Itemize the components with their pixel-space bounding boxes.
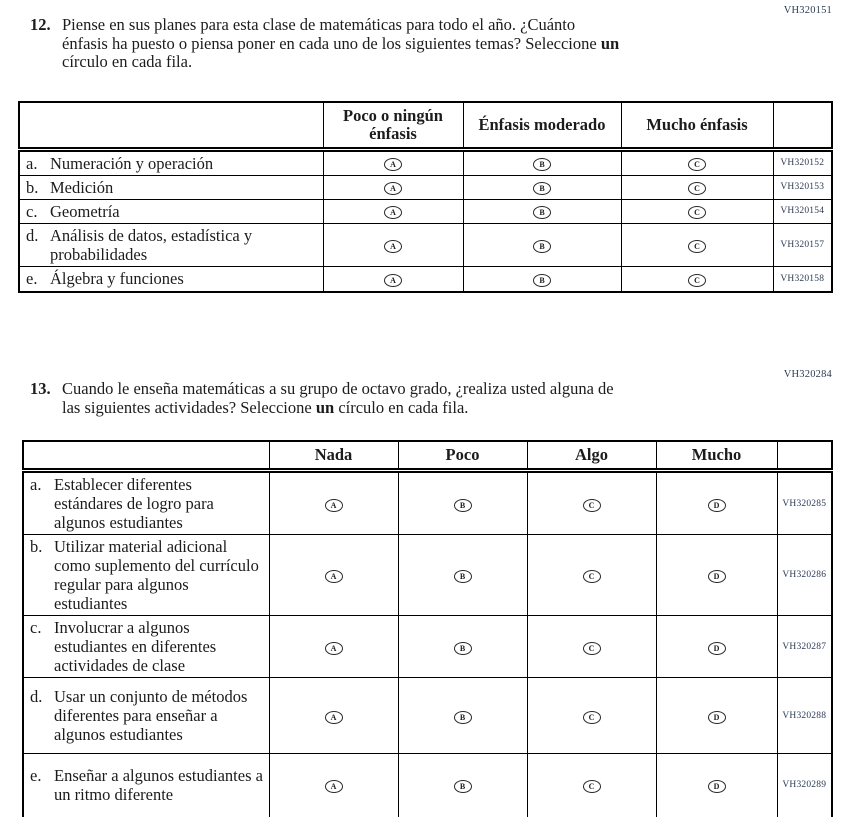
q13-row-a-letter: a. bbox=[30, 475, 42, 494]
q13-row-b-bubble-B[interactable]: B bbox=[454, 570, 472, 583]
q12-row-e-letter: e. bbox=[26, 269, 38, 289]
q12-row-c-letter: c. bbox=[26, 201, 38, 221]
q13-row-d-bubble-D[interactable]: D bbox=[708, 711, 726, 724]
q13-row-c-label: Involucrar a algunos estudiantes en diferentes actividades de clase bbox=[54, 618, 217, 675]
question-13-line2-tail: círculo en cada fila. bbox=[334, 397, 469, 417]
q12-header-code-col bbox=[773, 102, 832, 150]
q13-row-d-code: VH320288 bbox=[777, 678, 832, 754]
q13-row-d-bubble-C[interactable]: C bbox=[583, 711, 601, 724]
question-13-line2 bbox=[62, 399, 614, 418]
q12-header-empty bbox=[19, 102, 323, 150]
q12-header-row bbox=[19, 102, 832, 150]
q12-row-d-bubble-C[interactable]: C bbox=[688, 240, 706, 253]
question-12-line2-text: énfasis ha puesto o piensa poner en cada uno de los siguientes temas? Seleccione bbox=[62, 33, 601, 53]
q12-row-e-bubble-B[interactable]: B bbox=[533, 274, 551, 287]
q12-row-b-bubble-B[interactable]: B bbox=[533, 182, 551, 195]
q13-row-b-bubble-D[interactable]: D bbox=[708, 570, 726, 583]
q12-row-e-bubble-C[interactable]: C bbox=[688, 274, 706, 287]
question-13-line2-text: las siguientes actividades? Seleccione bbox=[62, 397, 316, 417]
q13-row-b-bubble-C[interactable]: C bbox=[583, 570, 601, 583]
q13-row-d-bubble-B[interactable]: B bbox=[454, 711, 472, 724]
q12-row-a-bubble-B[interactable]: B bbox=[533, 158, 551, 171]
q12-row-a-code: VH320152 bbox=[773, 149, 832, 175]
q13-row-a-bubble-D[interactable]: D bbox=[708, 499, 726, 512]
table-row bbox=[23, 535, 832, 616]
question-13-text bbox=[62, 380, 614, 417]
q12-row-c-label: Geometría bbox=[50, 201, 120, 221]
question-12-number: 12. bbox=[30, 15, 51, 34]
question-12-line3: círculo en cada fila. bbox=[62, 52, 193, 71]
q12-row-a-letter: a. bbox=[26, 153, 38, 173]
q12-row-d-label: Análisis de datos, estadística y probabilidades bbox=[50, 225, 253, 264]
q13-row-a-bubble-B[interactable]: B bbox=[454, 499, 472, 512]
q12-row-c-code: VH320154 bbox=[773, 199, 832, 223]
q12-header-col-1: Poco o ningún énfasis bbox=[323, 102, 463, 150]
table-row bbox=[19, 149, 832, 175]
q12-row-d-bubble-A[interactable]: A bbox=[384, 240, 402, 253]
question-13-un-emphasis: un bbox=[315, 397, 335, 417]
q13-row-e-bubble-B[interactable]: B bbox=[454, 780, 472, 793]
table-row bbox=[23, 616, 832, 678]
q13-header-row bbox=[23, 441, 832, 471]
q13-row-c-letter: c. bbox=[30, 618, 42, 637]
section-gap bbox=[0, 293, 841, 369]
q12-header-col-3: Mucho énfasis bbox=[621, 102, 773, 150]
q13-row-e-bubble-C[interactable]: C bbox=[583, 780, 601, 793]
q12-row-b-letter: b. bbox=[26, 177, 39, 197]
q13-row-c-bubble-B[interactable]: B bbox=[454, 642, 472, 655]
question-12-code: VH320151 bbox=[783, 5, 832, 16]
q13-row-d-label: Usar un conjunto de métodos diferentes para enseñar a algunos estudiantes bbox=[54, 687, 248, 744]
q13-row-e-code: VH320289 bbox=[777, 754, 832, 817]
q13-row-e-label: Enseñar a algunos estudiantes a un ritmo diferente bbox=[54, 766, 263, 805]
table-row bbox=[23, 678, 832, 754]
q13-header-col-1: Nada bbox=[269, 441, 398, 471]
q13-header-col-3: Algo bbox=[527, 441, 656, 471]
q13-header-col-2: Poco bbox=[398, 441, 527, 471]
question-12-line1: Piense en sus planes para esta clase de matemáticas para todo el año. ¿Cuánto bbox=[62, 15, 576, 34]
q13-row-d-letter: d. bbox=[30, 687, 43, 706]
q13-row-a-label: Establecer diferentes estándares de logro para algunos estudiantes bbox=[54, 475, 214, 532]
question-12 bbox=[30, 16, 841, 72]
q12-row-c-bubble-B[interactable]: B bbox=[533, 206, 551, 219]
q13-row-a-code: VH320285 bbox=[777, 471, 832, 535]
q13-row-a-bubble-C[interactable]: C bbox=[583, 499, 601, 512]
q12-row-c-bubble-A[interactable]: A bbox=[384, 206, 402, 219]
q13-row-c-code: VH320287 bbox=[777, 616, 832, 678]
q13-header-col-4: Mucho bbox=[656, 441, 777, 471]
q13-row-a-bubble-A[interactable]: A bbox=[325, 499, 343, 512]
q12-row-d-bubble-B[interactable]: B bbox=[533, 240, 551, 253]
q12-header-col-2: Énfasis moderado bbox=[463, 102, 621, 150]
table-row bbox=[23, 471, 832, 535]
q13-row-b-letter: b. bbox=[30, 537, 43, 556]
q12-row-e-label: Álgebra y funciones bbox=[50, 269, 184, 289]
table-row bbox=[19, 266, 832, 292]
question-13-code: VH320284 bbox=[783, 369, 832, 380]
q12-row-d-code: VH320157 bbox=[773, 223, 832, 266]
q12-row-e-bubble-A[interactable]: A bbox=[384, 274, 402, 287]
q13-row-c-bubble-C[interactable]: C bbox=[583, 642, 601, 655]
table-row bbox=[23, 754, 832, 817]
question-13-number: 13. bbox=[30, 379, 51, 398]
q12-row-c-bubble-C[interactable]: C bbox=[688, 206, 706, 219]
question-13 bbox=[30, 380, 841, 417]
question-12-line2 bbox=[62, 35, 619, 54]
q13-row-c-bubble-A[interactable]: A bbox=[325, 642, 343, 655]
table-row bbox=[19, 223, 832, 266]
question-12-table bbox=[18, 101, 833, 294]
q12-row-d-letter: d. bbox=[26, 225, 39, 245]
q13-header-code-col bbox=[777, 441, 832, 471]
q13-header-empty bbox=[23, 441, 269, 471]
q13-row-c-bubble-D[interactable]: D bbox=[708, 642, 726, 655]
q12-row-b-bubble-A[interactable]: A bbox=[384, 182, 402, 195]
question-13-line1: Cuando le enseña matemáticas a su grupo de octavo grado, ¿realiza usted alguna de bbox=[62, 379, 614, 398]
q13-row-b-bubble-A[interactable]: A bbox=[325, 570, 343, 583]
q13-row-b-label: Utilizar material adicional como suplemento del currículo regular para algunos estudiantes bbox=[54, 537, 259, 613]
table-row bbox=[19, 175, 832, 199]
q12-row-a-bubble-A[interactable]: A bbox=[384, 158, 402, 171]
q13-row-e-letter: e. bbox=[30, 766, 42, 786]
question-12-un-emphasis: un bbox=[600, 33, 620, 53]
q12-row-b-bubble-C[interactable]: C bbox=[688, 182, 706, 195]
q13-row-b-code: VH320286 bbox=[777, 535, 832, 616]
q13-row-e-bubble-A[interactable]: A bbox=[325, 780, 343, 793]
q12-row-b-code: VH320153 bbox=[773, 175, 832, 199]
q13-row-e-bubble-D[interactable]: D bbox=[708, 780, 726, 793]
question-12-text bbox=[62, 16, 619, 72]
question-13-table bbox=[22, 440, 833, 817]
q12-row-a-label: Numeración y operación bbox=[50, 153, 214, 173]
table-row bbox=[19, 199, 832, 223]
q12-row-b-label: Medición bbox=[50, 177, 114, 197]
q13-row-d-bubble-A[interactable]: A bbox=[325, 711, 343, 724]
q12-row-a-bubble-C[interactable]: C bbox=[688, 158, 706, 171]
q12-row-e-code: VH320158 bbox=[773, 266, 832, 292]
